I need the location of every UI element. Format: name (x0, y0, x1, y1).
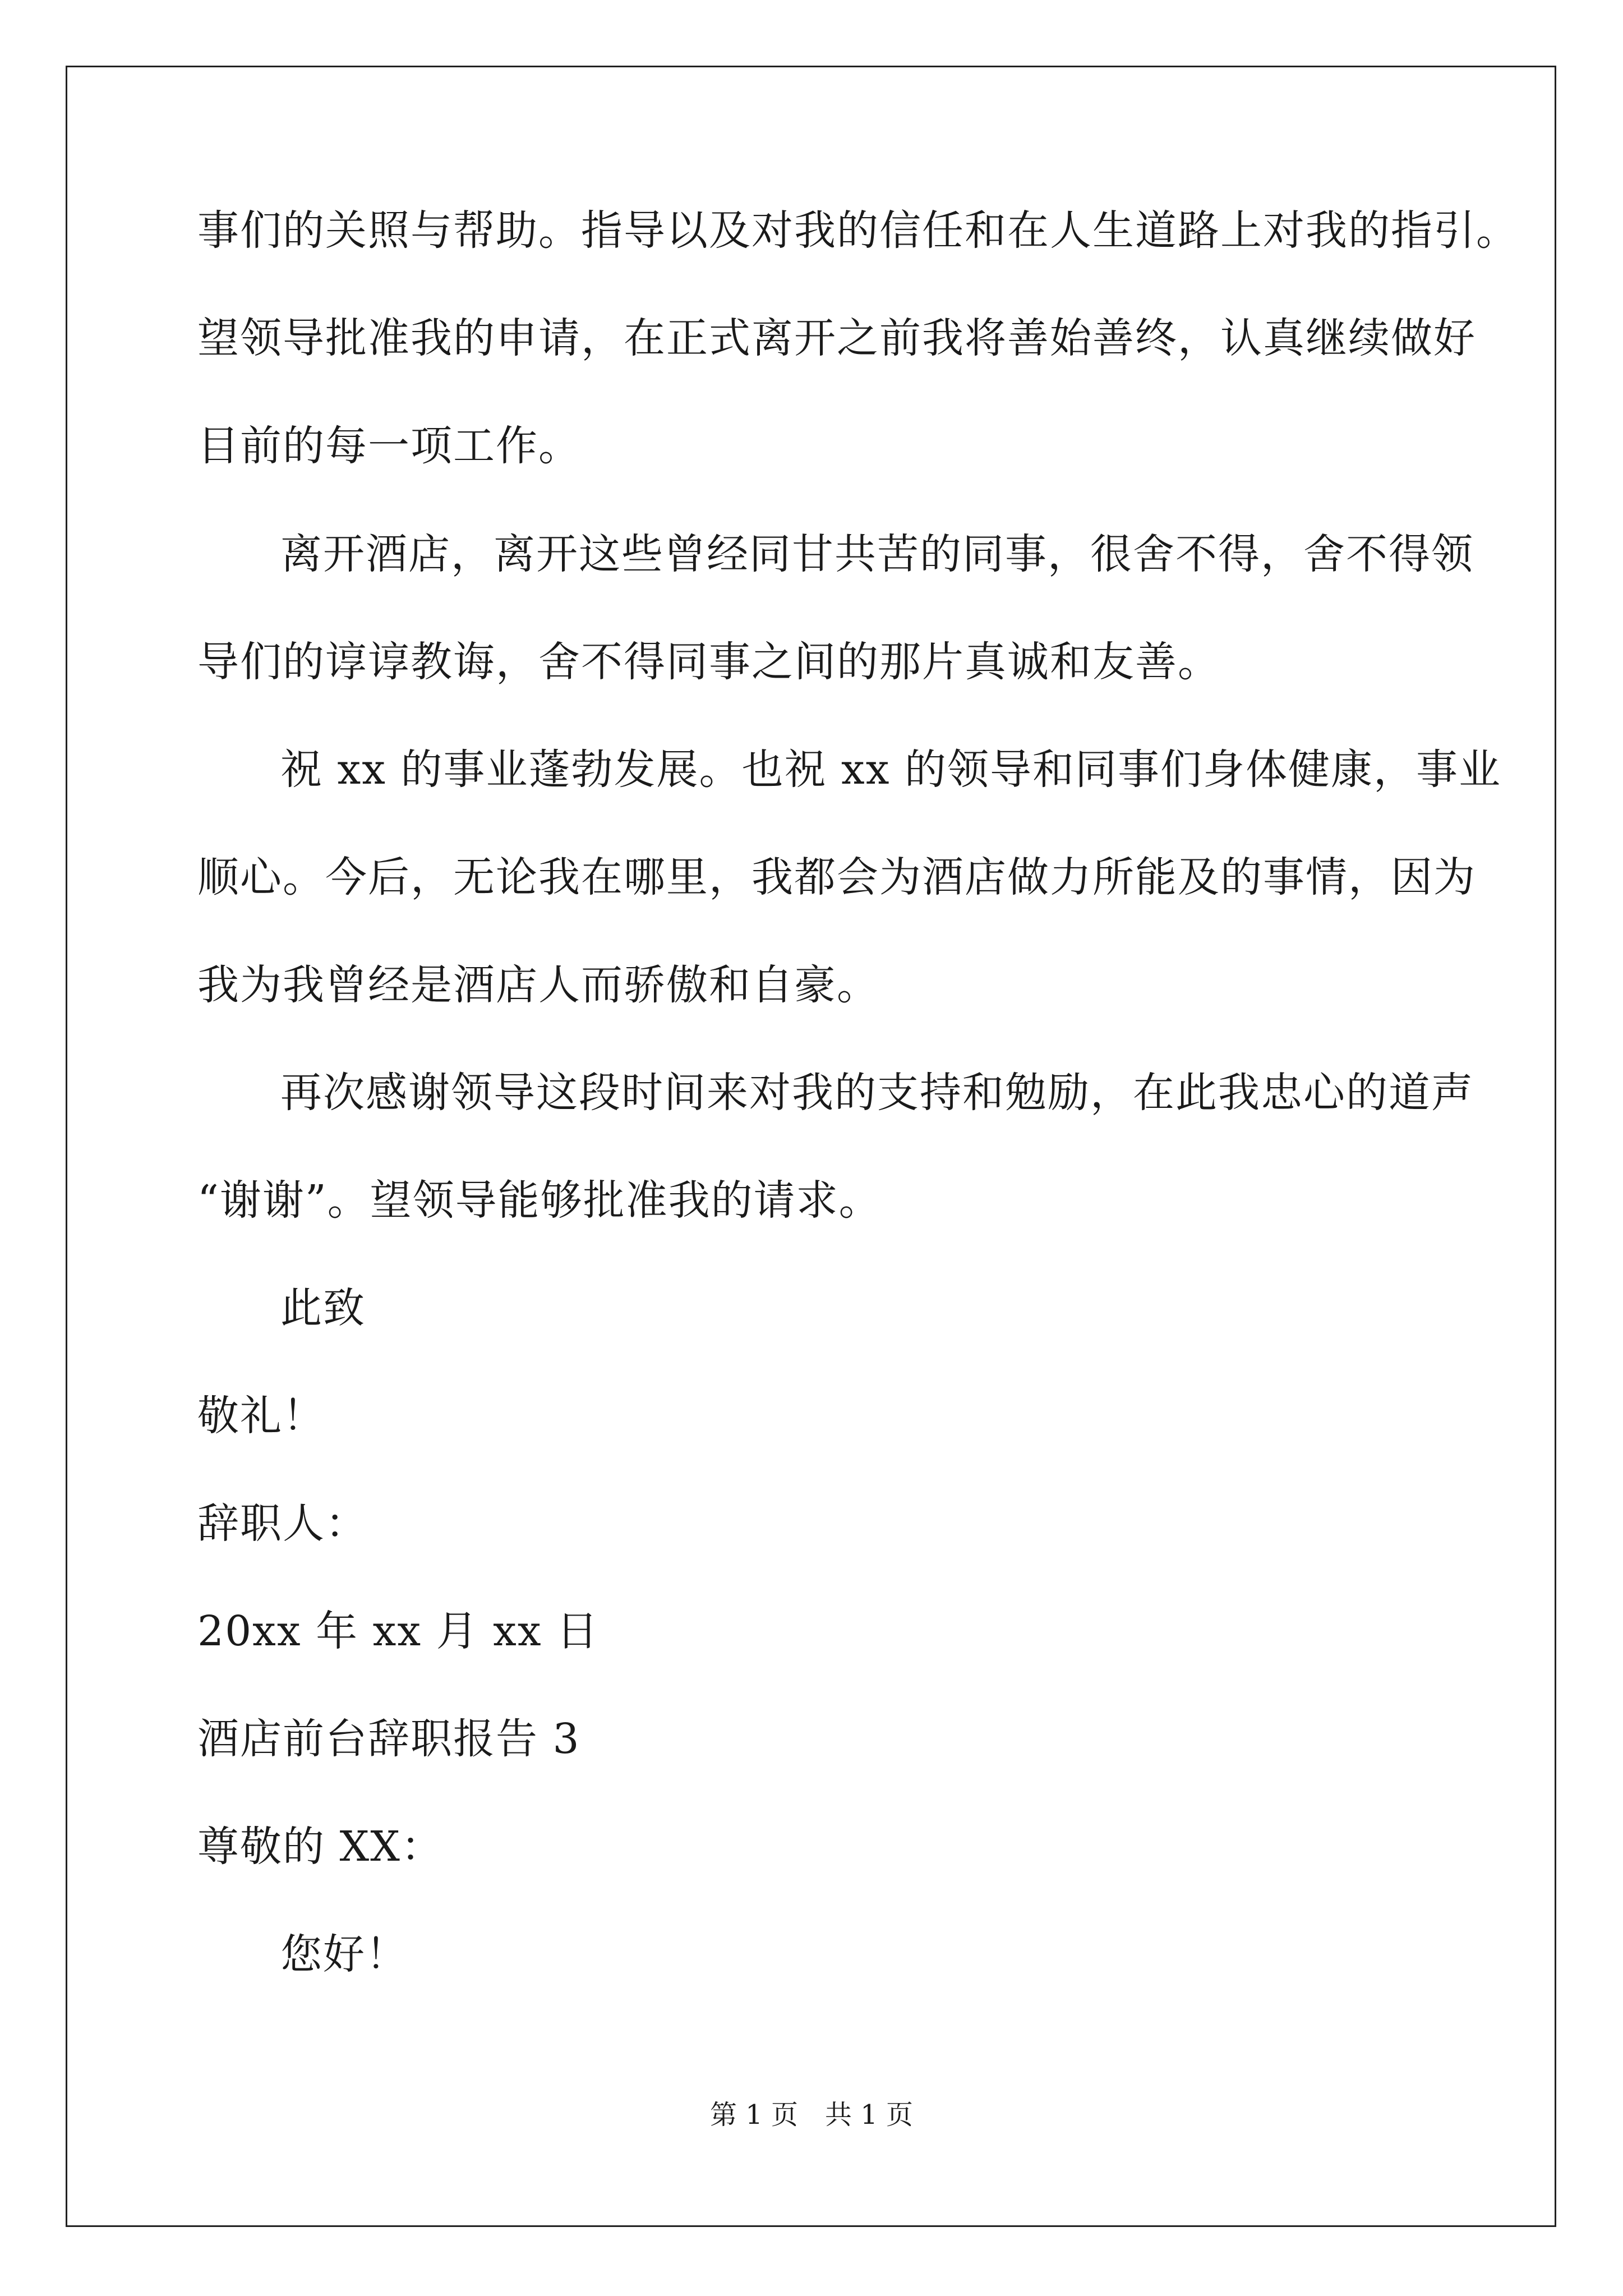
body-line-5: 导们的谆谆教诲，舍不得同事之间的那片真诚和友善。 (197, 638, 1220, 686)
closing-regards: 敬礼！ (197, 1392, 325, 1440)
body-line-2: 望领导批准我的申请，在正式离开之前我将善始善终，认真继续做好 (197, 314, 1476, 362)
body-line-10: “谢谢”。望领导能够批准我的请求。 (197, 1176, 882, 1225)
page-border (66, 66, 1556, 2227)
body-line-7: 顺心。今后，无论我在哪里，我都会为酒店做力所能及的事情，因为 (197, 853, 1476, 901)
body-line-4: 离开酒店，离开这些曾经同甘共苦的同事，很舍不得，舍不得领 (280, 530, 1474, 578)
section-title: 酒店前台辞职报告 3 (197, 1715, 580, 1763)
body-line-8: 我为我曾经是酒店人而骄傲和自豪。 (197, 961, 879, 1009)
body-line-6: 祝 xx 的事业蓬勃发展。也祝 xx 的领导和同事们身体健康，事业 (280, 746, 1502, 794)
greeting-line: 尊敬的 XX： (197, 1823, 444, 1871)
body-line-3: 目前的每一项工作。 (197, 422, 581, 470)
body-line-1: 事们的关照与帮助。指导以及对我的信任和在人生道路上对我的指引。 (197, 206, 1519, 255)
body-line-9: 再次感谢领导这段时间来对我的支持和勉励，在此我忠心的道声 (280, 1069, 1474, 1117)
greeting-hello: 您好！ (280, 1930, 408, 1978)
page-footer: 第 1 页 共 1 页 (709, 2099, 914, 2131)
closing-salutation: 此致 (280, 1284, 366, 1332)
signature-label: 辞职人： (197, 1499, 368, 1548)
date-line: 20xx 年 xx 月 xx 日 (197, 1607, 600, 1655)
